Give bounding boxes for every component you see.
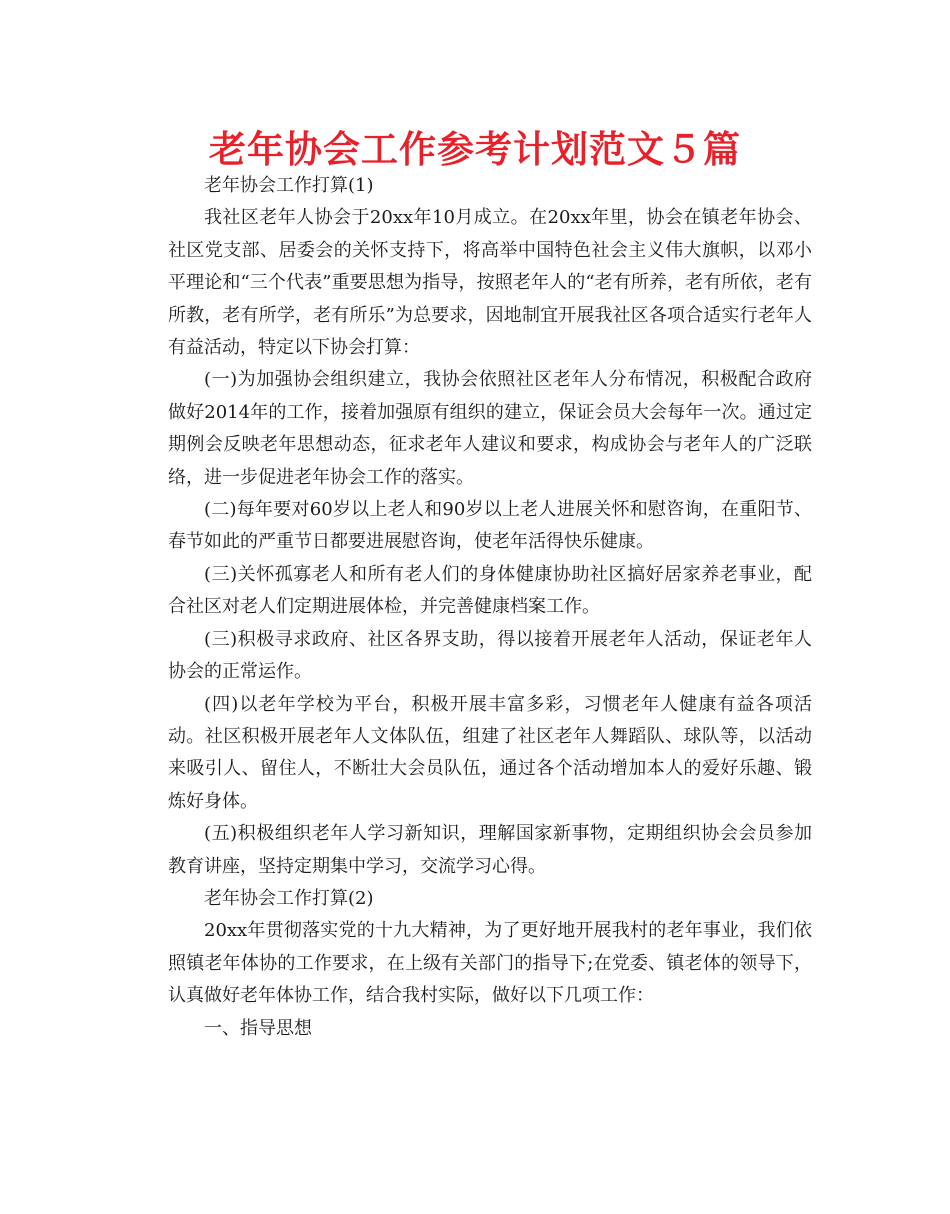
paragraph-item-5: (五)积极组织老年人学习新知识，理解国家新事物，定期组织协会会员参加教育讲座，坚持定期集中学习，交流学习心得。 [168,823,812,877]
paragraph-item-3b: (三)积极寻求政府、社区各界支助，得以接着开展老年人活动，保证老年人协会的正常运作。 [168,628,812,683]
section-heading-1: 老年协会工作打算(1) [204,175,374,196]
subheading-guiding-ideology: 一、指导思想 [204,1017,312,1039]
paragraph-item-4: (四)以老年学校为平台，积极开展丰富多彩，习惯老年人健康有益各项活动。社区积极开展老年人文体队伍，组建了社区老年人舞蹈队、球队等，以活动来吸引人、留住人，不断壮大会员队伍，通过各个活动增加本人的爱好乐趣、锻炼好身体。 [168,693,812,812]
document-body [168,170,812,1045]
paragraph-plan-2-intro: 20xx年贯彻落实党的十九大精神，为了更好地开展我村的老年事业，我们依照镇老年体协的工作要求，在上级有关部门的指导下;在党委、镇老体的领导下，认真做好老年体协工作，结合我村实际，做好以下几项工作： [168,920,812,1007]
paragraph-intro: 我社区老年人协会于20xx年10月成立。在20xx年里，协会在镇老年协会、社区党支部、居委会的关怀支持下，将高举中国特色社会主义伟大旗帜，以邓小平理论和“三个代表”重要思想为指导，按照老年人的“老有所养，老有所依，老有所教，老有所学，老有所乐”为总要求，因地制宜开展我社区各项合适实行老年人有益活动，特定以下协会打算： [168,207,812,359]
paragraph-item-3: (三)关怀孤寡老人和所有老人们的身体健康协助社区搞好居家养老事业，配合社区对老人们定期进展体检，并完善健康档案工作。 [168,563,812,618]
paragraph-item-2: (二)每年要对60岁以上老人和90岁以上老人进展关怀和慰咨询，在重阳节、春节如此的严重节日都要进展慰咨询，使老年活得快乐健康。 [168,499,812,553]
paragraph-item-1: (一)为加强协会组织建立，我协会依照社区老年人分布情况，积极配合政府做好2014年的工作，接着加强原有组织的建立，保证会员大会每年一次。通过定期例会反映老年思想动态，征求老年人建议和要求，构成协会与老年人的广泛联络，进一步促进老年协会工作的落实。 [168,369,812,488]
document-title: 老年协会工作参考计划范文５篇 [209,128,741,171]
section-heading-2: 老年协会工作打算(2) [204,887,374,909]
